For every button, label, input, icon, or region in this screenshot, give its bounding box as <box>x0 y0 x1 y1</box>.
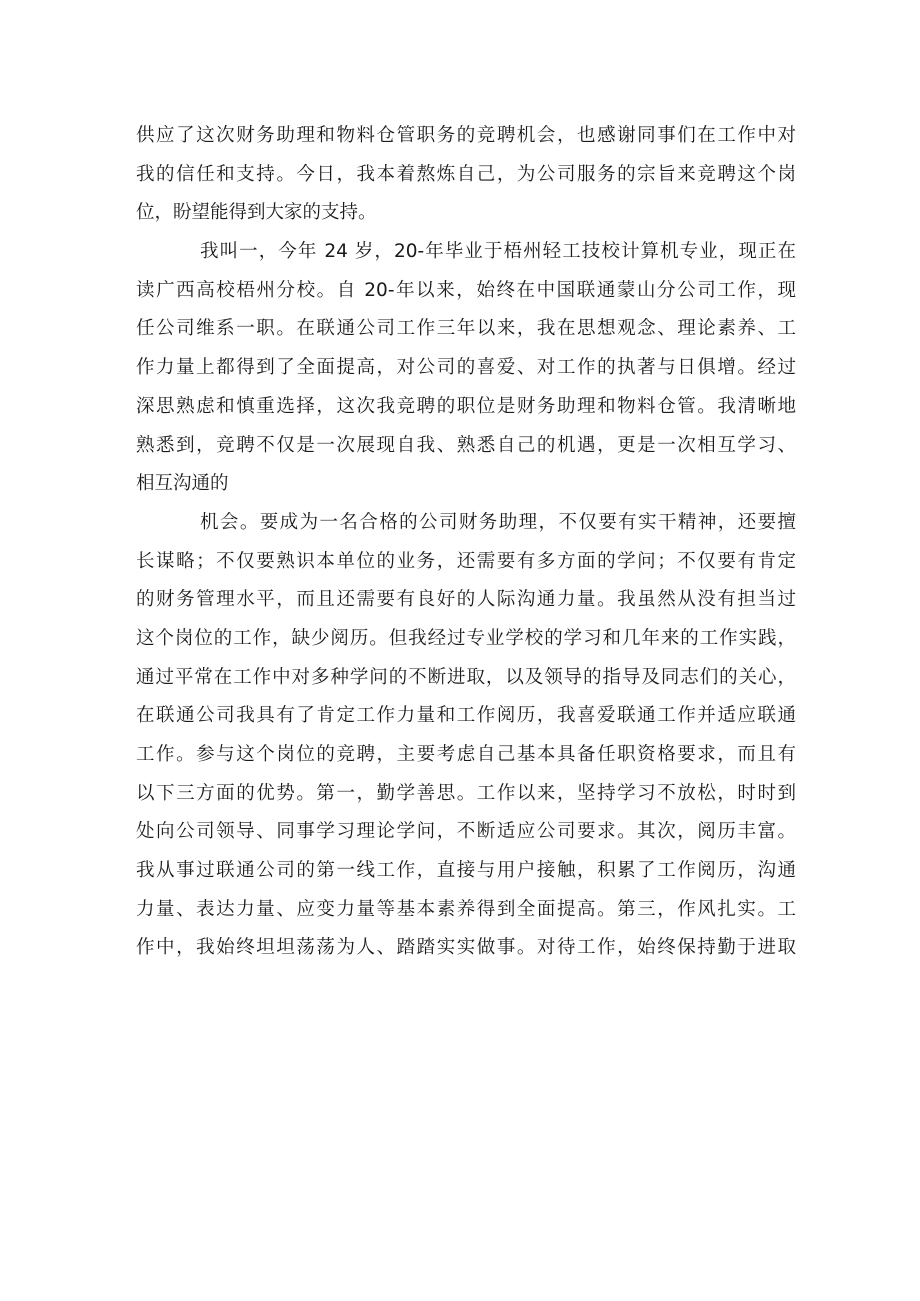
text-line: 作中，我始终坦坦荡荡为人、踏踏实实做事。对待工作，始终保持勤于进取 <box>136 937 796 959</box>
paragraph-start-line: 机会。要成为一名合格的公司财务助理，不仅要有实干精神，还要擅 <box>200 511 796 533</box>
text-line: 我从事过联通公司的第一线工作，直接与用户接触，积累了工作阅历，沟通 <box>136 860 796 882</box>
text-line: 力量、表达力量、应变力量等基本素养得到全面提高。第三，作风扎实。工 <box>136 898 796 920</box>
text-line: 位，盼望能得到大家的支持。 <box>136 202 377 224</box>
text-line: 我的信任和支持。今日，我本着熬炼自己，为公司服务的宗旨来竞聘这个岗 <box>136 163 796 185</box>
text-line: 这个岗位的工作，缺少阅历。但我经过专业学校的学习和几年来的工作实践， <box>136 627 796 649</box>
text-line: 在联通公司我具有了肯定工作力量和工作阅历，我喜爱联通工作并适应联通 <box>136 705 796 727</box>
text-line: 通过平常在工作中对多种学问的不断进取，以及领导的指导及同志们的关心， <box>136 666 796 688</box>
text-line: 深思熟虑和慎重选择，这次我竞聘的职位是财务助理和物料仓管。我清晰地 <box>136 395 796 417</box>
text-line: 的财务管理水平，而且还需要有良好的人际沟通力量。我虽然从没有担当过 <box>136 589 796 611</box>
text-line: 作力量上都得到了全面提高，对公司的喜爱、对工作的执著与日俱增。经过 <box>136 357 796 379</box>
text-line: 长谋略；不仅要熟识本单位的业务，还需要有多方面的学问；不仅要有肯定 <box>136 550 796 572</box>
text-line: 工作。参与这个岗位的竞聘，主要考虑自己基本具备任职资格要求，而且有 <box>136 744 796 765</box>
text-line: 读广西高校梧州分校。自 20-年以来，始终在中国联通蒙山分公司工作，现 <box>136 279 796 301</box>
text-line: 以下三方面的优势。第一，勤学善思。工作以来，坚持学习不放松，时时到 <box>136 782 796 804</box>
body-text <box>136 117 796 968</box>
text-line: 任公司维系一职。在联通公司工作三年以来，我在思想观念、理论素养、工 <box>136 318 796 340</box>
text-line: 供应了这次财务助理和物料仓管职务的竞聘机会，也感谢同事们在工作中对 <box>136 125 796 146</box>
paragraph-start-line: 我叫一，今年 24 岁，20-年毕业于梧州轻工技校计算机专业，现正在 <box>200 241 796 263</box>
text-line: 熟悉到，竞聘不仅是一次展现自我、熟悉自己的机遇，更是一次相互学习、 <box>136 434 796 456</box>
text-line: 相互沟通的 <box>136 473 229 495</box>
text-line: 处向公司领导、同事学习理论学问，不断适应公司要求。其次，阅历丰富。 <box>136 821 796 843</box>
